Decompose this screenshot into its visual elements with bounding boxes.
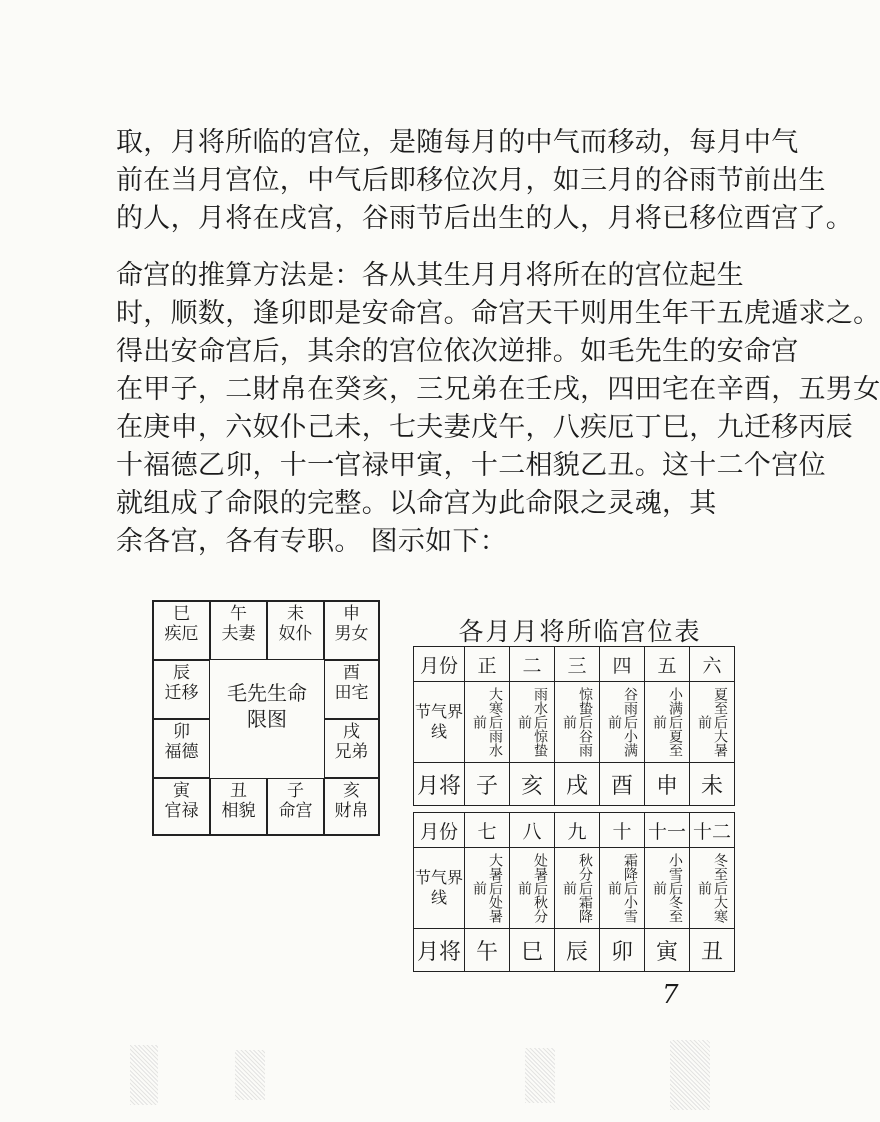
palace-label: 奴仆 (278, 624, 313, 644)
life-palace-chart (152, 600, 380, 836)
jieqi-text: 小满前 (606, 715, 638, 757)
general-cell: 申 (645, 763, 690, 806)
center-title-line: 限图 (247, 707, 287, 731)
branch-label: 酉 (343, 663, 360, 683)
general-cell: 巳 (510, 929, 555, 972)
palace-cell-hai (324, 778, 379, 835)
general-cell: 丑 (690, 929, 735, 972)
palace-cell-zi (267, 778, 324, 835)
month-cell: 七 (465, 813, 510, 848)
branch-label: 亥 (343, 781, 360, 801)
month-cell: 三 (555, 647, 600, 682)
header-general: 月将 (414, 763, 465, 806)
month-cell: 二 (510, 647, 555, 682)
jieqi-cell (465, 682, 510, 763)
page-number: 7 (662, 980, 679, 1010)
jieqi-text: 冬至前 (651, 881, 683, 923)
palace-label: 财帛 (334, 801, 369, 821)
month-cell: 九 (555, 813, 600, 848)
palace-label: 夫妻 (221, 624, 256, 644)
palace-cell-wu (210, 601, 267, 660)
month-cell: 十一 (645, 813, 690, 848)
jieqi-text: 处暑前 (471, 881, 503, 923)
text-line: 命宫的推算方法是：各从其生月月将所在的宫位起生 (116, 260, 744, 291)
paragraph-1 (116, 124, 854, 238)
jieqi-cell (510, 848, 555, 929)
general-cell: 寅 (645, 929, 690, 972)
jieqi-text: 雨水前 (471, 715, 503, 757)
jieqi-cell (645, 848, 690, 929)
table-row (414, 848, 735, 929)
palace-label: 福德 (164, 742, 199, 762)
general-cell: 辰 (555, 929, 600, 972)
month-cell: 八 (510, 813, 555, 848)
header-month: 月份 (414, 647, 465, 682)
month-cell: 四 (600, 647, 645, 682)
text-line: 时，顺数，逢卯即是安命宫。命宫天干则用生年干五虎遁求之。 (116, 298, 880, 329)
month-cell: 六 (690, 647, 735, 682)
branch-label: 未 (287, 604, 304, 624)
jieqi-text: 处暑后 (532, 853, 548, 895)
text-line: 在甲子，二財帛在癸亥，三兄弟在壬戌，四田宅在辛酉，五男女 (116, 374, 880, 405)
jieqi-text: 霜降后 (622, 853, 638, 895)
jieqi-text: 惊蛰后 (577, 687, 593, 729)
palace-label: 命宫 (278, 801, 313, 821)
jieqi-text: 雨水后 (532, 687, 548, 729)
general-cell: 午 (465, 929, 510, 972)
table-row (414, 813, 735, 848)
palace-label: 官禄 (164, 801, 199, 821)
text-line: 余各宫，各有专职。 图示如下： (116, 526, 508, 557)
table-row (414, 647, 735, 682)
jieqi-cell (555, 682, 600, 763)
jieqi-text: 小雪前 (606, 881, 638, 923)
general-cell: 卯 (600, 929, 645, 972)
jieqi-text: 小雪后 (667, 853, 683, 895)
general-cell: 未 (690, 763, 735, 806)
palace-cell-xu (324, 719, 379, 778)
general-cell: 酉 (600, 763, 645, 806)
general-cell: 亥 (510, 763, 555, 806)
general-cell: 戌 (555, 763, 600, 806)
paragraph-2 (116, 257, 880, 561)
jieqi-text: 谷雨后 (622, 687, 638, 729)
text-line: 在庚申，六奴仆己未，七夫妻戊午，八疾厄丁巳，九迁移丙辰 (116, 412, 854, 443)
jieqi-text: 大寒后 (487, 687, 503, 729)
jieqi-cell (510, 682, 555, 763)
jieqi-text: 霜降前 (561, 881, 593, 923)
jieqi-cell (600, 682, 645, 763)
jieqi-text: 大暑后 (487, 853, 503, 895)
jieqi-cell (465, 848, 510, 929)
monthly-general-table (413, 646, 735, 972)
jieqi-text: 大暑前 (696, 715, 728, 757)
text-line: 取，月将所临的宫位，是随每月的中气而移动，每月中气 (116, 127, 799, 158)
branch-label: 丑 (230, 781, 247, 801)
palace-label: 相貌 (221, 801, 256, 821)
palace-label: 田宅 (334, 683, 369, 703)
jieqi-text: 秋分前 (516, 881, 548, 923)
chart-center-title (210, 660, 324, 778)
branch-label: 辰 (173, 663, 190, 683)
month-cell: 十二 (690, 813, 735, 848)
palace-cell-yin (153, 778, 210, 835)
table-title: 各月月将所临宫位表 (458, 617, 702, 646)
text-line: 前在当月宫位，中气后即移位次月，如三月的谷雨节前出生 (116, 165, 826, 196)
scan-noise (235, 1050, 265, 1100)
table-row (414, 929, 735, 972)
scan-noise (670, 1040, 710, 1110)
palace-cell-shen (324, 601, 379, 660)
jieqi-cell (645, 682, 690, 763)
branch-label: 子 (287, 781, 304, 801)
palace-cell-mao (153, 719, 210, 778)
table-row (414, 682, 735, 763)
header-general: 月将 (414, 929, 465, 972)
month-cell: 正 (465, 647, 510, 682)
jieqi-text: 惊蛰前 (516, 715, 548, 757)
scan-noise (525, 1048, 555, 1103)
month-cell: 五 (645, 647, 690, 682)
header-jieqi: 节气界线 (414, 848, 465, 929)
table-row (414, 763, 735, 806)
branch-label: 午 (230, 604, 247, 624)
palace-cell-chen (153, 660, 210, 719)
text-line: 十福德乙卯，十一官禄甲寅，十二相貌乙丑。这十二个宫位 (116, 450, 826, 481)
branch-label: 卯 (173, 722, 190, 742)
palace-cell-chou (210, 778, 267, 835)
palace-label: 兄弟 (334, 742, 369, 762)
jieqi-cell (690, 848, 735, 929)
month-cell: 十 (600, 813, 645, 848)
palace-cell-you (324, 660, 379, 719)
branch-label: 申 (343, 604, 360, 624)
palace-label: 疾厄 (164, 624, 199, 644)
palace-cell-si (153, 601, 210, 660)
center-title-line: 毛先生命 (227, 681, 307, 705)
palace-cell-wei (267, 601, 324, 660)
jieqi-text: 大寒前 (696, 881, 728, 923)
branch-label: 寅 (173, 781, 190, 801)
palace-label: 男女 (334, 624, 369, 644)
jieqi-text: 夏至后 (712, 687, 728, 729)
text-line: 的人，月将在戌宫，谷雨节后出生的人，月将已移位酉宫了。 (116, 203, 854, 234)
header-jieqi: 节气界线 (414, 682, 465, 763)
branch-label: 巳 (173, 604, 190, 624)
scan-noise (130, 1045, 158, 1105)
jieqi-cell (600, 848, 645, 929)
jieqi-cell (690, 682, 735, 763)
jieqi-text: 秋分后 (577, 853, 593, 895)
header-month: 月份 (414, 813, 465, 848)
jieqi-text: 小满后 (667, 687, 683, 729)
jieqi-text: 谷雨前 (561, 715, 593, 757)
jieqi-text: 夏至前 (651, 715, 683, 757)
spacer-cell (414, 806, 735, 813)
jieqi-text: 冬至后 (712, 853, 728, 895)
jieqi-cell (555, 848, 600, 929)
table-spacer (414, 806, 735, 813)
branch-label: 戌 (343, 722, 360, 742)
text-line: 就组成了命限的完整。以命宫为此命限之灵魂，其 (116, 488, 717, 519)
palace-label: 迁移 (164, 683, 199, 703)
general-cell: 子 (465, 763, 510, 806)
text-line: 得出安命宫后，其余的宫位依次逆排。如毛先生的安命宫 (116, 336, 799, 367)
